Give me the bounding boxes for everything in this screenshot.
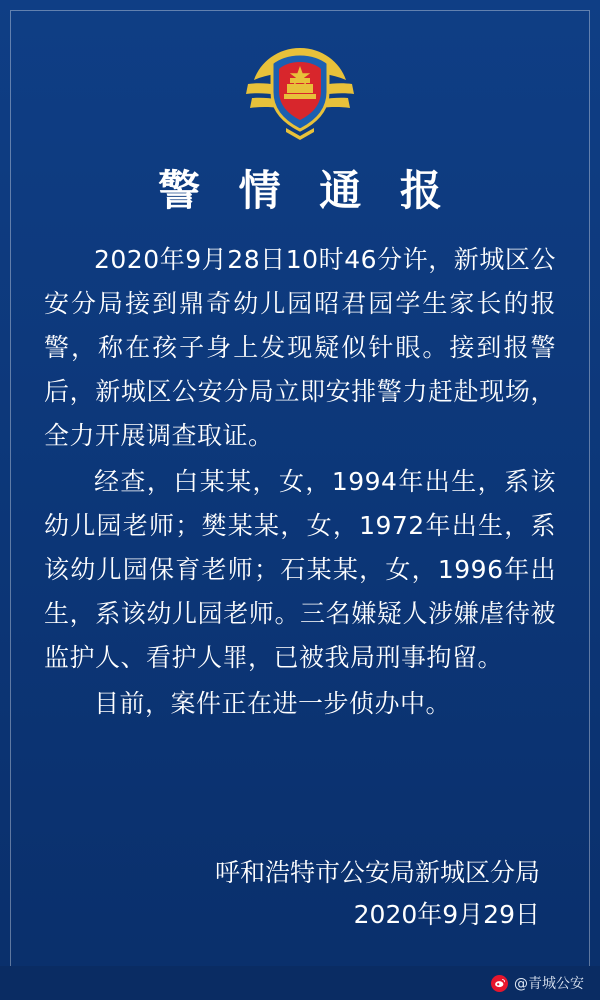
police-emblem-icon	[240, 36, 360, 140]
emblem-container	[0, 36, 600, 140]
notice-paragraph-3: 目前，案件正在进一步侦办中。	[94, 689, 452, 718]
signature-issuer: 呼和浩特市公安局新城区分局	[214, 858, 540, 887]
page-title: 警 情 通 报	[158, 166, 454, 215]
notice-body	[44, 238, 556, 728]
signature-block	[44, 852, 556, 936]
footer-bar	[0, 966, 600, 1000]
notice-paragraph-1: 2020年9月28日10时46分许，新城区公安分局接到鼎奇幼儿园昭君园学生家长的报警，称在孩子身上发现疑似针眼。接到报警后，新城区公安分局立即安排警力赶赴现场，全力开展调查取证。	[44, 245, 556, 450]
weibo-account-badge[interactable]	[491, 973, 584, 993]
weibo-account-name: @青城公安	[514, 976, 584, 992]
signature-date: 2020年9月29日	[353, 900, 540, 929]
weibo-icon	[491, 975, 508, 992]
notice-paragraph-2: 经查，白某某，女，1994年出生，系该幼儿园老师；樊某某，女，1972年出生，系该幼儿园保育老师；石某某，女，1996年出生，系该幼儿园老师。三名嫌疑人涉嫌虐待被监护人、看护人罪，已被我局刑事拘留。	[44, 467, 556, 672]
